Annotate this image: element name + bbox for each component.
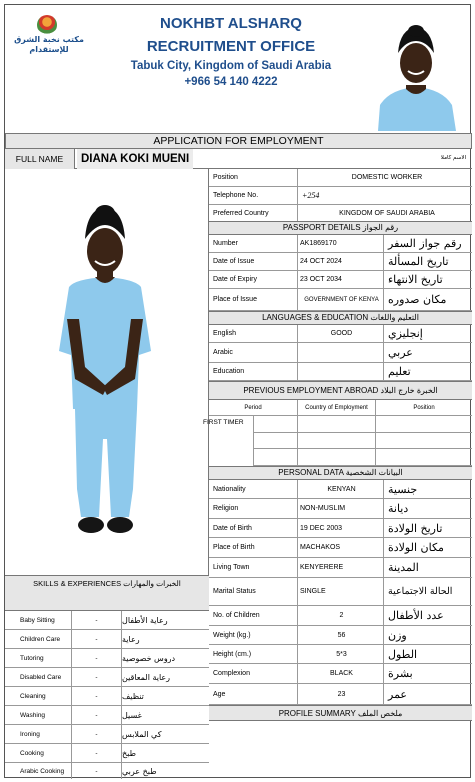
- full-name-row: [5, 149, 472, 169]
- telephone-value: +254: [297, 187, 472, 204]
- age-label-ar: عمر: [383, 684, 470, 704]
- complexion-label: Complexion: [213, 670, 250, 677]
- english-row: [209, 325, 472, 343]
- height-label-ar: الطول: [383, 645, 470, 663]
- education-label: Education: [213, 368, 245, 375]
- skill-label-ar: كي الملابس: [121, 725, 209, 743]
- skill-row: [5, 687, 209, 706]
- complexion-row: [209, 664, 472, 684]
- emp-cell: [297, 449, 375, 466]
- height-value: 5*3: [297, 645, 383, 663]
- skill-label-ar: طبخ عربي: [121, 763, 209, 779]
- skill-label: Disabled Care: [20, 673, 62, 681]
- emp-cell: [297, 433, 375, 449]
- issue-date-value: 24 OCT 2024: [297, 253, 383, 270]
- expiry-date-label: Date of Expiry: [213, 276, 257, 283]
- full-name-label: FULL NAME: [5, 149, 75, 169]
- issue-place-label-ar: مكان صدوره: [383, 289, 470, 310]
- skill-row: [5, 706, 209, 725]
- position-label: Position: [213, 174, 238, 181]
- arabic-value: [297, 343, 383, 362]
- weight-label-ar: وزن: [383, 626, 470, 644]
- expiry-date-label-ar: تاريخ الانتهاء: [383, 271, 470, 288]
- living-town-label-ar: المدينة: [383, 558, 470, 577]
- weight-value: 56: [297, 626, 383, 644]
- emp-cell: [297, 416, 375, 433]
- skill-label: Washing: [20, 711, 46, 719]
- living-town-label: Living Town: [213, 564, 250, 571]
- employment-heading: PREVIOUS EMPLOYMENT ABROAD الخبرة خارج البلاد: [209, 381, 472, 400]
- employment-table: [203, 400, 472, 466]
- children-label-ar: عدد الأطفال: [383, 606, 470, 625]
- nationality-row: [209, 480, 472, 499]
- arabic-label: Arabic: [213, 349, 233, 356]
- skill-label: Baby Sitting: [20, 616, 55, 624]
- logo-text-ar-2: للإستقدام: [29, 45, 69, 54]
- religion-label-ar: ديانة: [383, 499, 470, 518]
- pob-label-ar: مكان الولادة: [383, 538, 470, 557]
- skill-label: Ironing: [20, 730, 40, 738]
- religion-value: NON-MUSLIM: [297, 499, 383, 518]
- skill-label: Cooking: [20, 749, 44, 757]
- passport-heading: PASSPORT DETAILS رقم الجواز: [209, 221, 472, 235]
- english-value: GOOD: [297, 325, 383, 342]
- telephone-label: Telephone No.: [213, 192, 259, 199]
- skill-label-ar: تنظيف: [121, 687, 209, 705]
- education-row: [209, 363, 472, 381]
- skills-heading: SKILLS & EXPERIENCES الخبرات والمهارات: [5, 575, 209, 611]
- emp-cell: [253, 449, 297, 466]
- skill-value: -: [71, 668, 121, 686]
- passport-number-row: [209, 235, 472, 253]
- dob-value: 19 DEC 2003: [297, 519, 383, 537]
- height-row: [209, 645, 472, 664]
- skill-label: Tutoring: [20, 654, 44, 662]
- emp-cell: [375, 433, 472, 449]
- skill-value: -: [71, 744, 121, 762]
- expiry-date-row: [209, 271, 472, 289]
- age-value: 23: [297, 684, 383, 704]
- education-value: [297, 363, 383, 380]
- skill-value: -: [71, 649, 121, 667]
- weight-label: Weight (kg.): [213, 631, 251, 639]
- skill-row: [5, 649, 209, 668]
- personal-heading: PERSONAL DATA البيانات الشخصية: [209, 466, 472, 480]
- passport-number-label-ar: رقم جواز السفر: [383, 235, 470, 252]
- first-timer-text: FIRST TIMER: [203, 419, 244, 426]
- preferred-country-label: Preferred Country: [213, 210, 269, 217]
- skill-label: Arabic Cooking: [20, 767, 65, 775]
- passport-number-value: AK1869170: [297, 235, 383, 252]
- children-row: [209, 606, 472, 626]
- arabic-row: [209, 343, 472, 363]
- skill-row: [5, 611, 209, 630]
- children-value: 2: [297, 606, 383, 625]
- marital-value: SINGLE: [297, 578, 383, 605]
- skill-label-ar: رعاية المعاقين: [121, 668, 209, 686]
- pob-row: [209, 538, 472, 558]
- skill-label: Cleaning: [20, 692, 46, 700]
- complexion-value: BLACK: [297, 664, 383, 683]
- issue-date-label: Date of Issue: [213, 258, 255, 265]
- full-body-photo: [5, 169, 209, 575]
- living-town-row: [209, 558, 472, 578]
- education-label-ar: تعليم: [383, 363, 470, 380]
- emp-cell: [375, 416, 472, 433]
- skill-label-ar: رعاية الأطفال: [121, 611, 209, 629]
- company-logo: [11, 13, 85, 61]
- languages-heading: LANGUAGES & EDUCATION التعليم واللغات: [209, 311, 472, 325]
- expiry-date-value: 23 OCT 2034: [297, 271, 383, 288]
- height-label: Height (cm.): [213, 650, 252, 658]
- skill-label-ar: رعاية: [121, 630, 209, 648]
- skill-row: [5, 668, 209, 687]
- letterhead: [5, 5, 472, 133]
- age-label: Age: [213, 690, 226, 698]
- emp-cell: [375, 449, 472, 466]
- issue-place-row: [209, 289, 472, 311]
- living-town-value: KENYERERE: [297, 558, 383, 577]
- religion-row: [209, 499, 472, 519]
- skill-label-ar: دروس خصوصية: [121, 649, 209, 667]
- dob-label: Date of Birth: [213, 524, 252, 532]
- marital-label: Marital Status: [213, 588, 256, 595]
- position-row: [209, 169, 472, 187]
- application-title: APPLICATION FOR EMPLOYMENT: [5, 133, 472, 149]
- religion-label: Religion: [213, 505, 239, 512]
- company-location: Tabuk City, Kingdom of Saudi Arabia: [130, 60, 332, 72]
- skill-row: [5, 744, 209, 763]
- skill-value: -: [71, 611, 121, 629]
- dob-row: [209, 519, 472, 538]
- english-label-ar: إنجليزي: [383, 325, 470, 342]
- col-country: Country of Employment: [297, 400, 375, 416]
- nationality-value: KENYAN: [297, 480, 383, 498]
- logo-emblem-icon: [37, 15, 57, 35]
- emp-cell: [253, 416, 297, 433]
- skill-label-ar: غسيل: [121, 706, 209, 724]
- skill-value: -: [71, 763, 121, 779]
- marital-row: [209, 578, 472, 606]
- age-row: [209, 684, 472, 705]
- passport-number-label: Number: [213, 240, 238, 247]
- company-phone: +966 54 140 4222: [184, 76, 278, 88]
- col-period: Period: [209, 400, 297, 416]
- position-value: DOMESTIC WORKER: [297, 169, 472, 186]
- skill-value: -: [71, 687, 121, 705]
- pob-label: Place of Birth: [213, 544, 255, 551]
- issue-date-row: [209, 253, 472, 271]
- nationality-label: Nationality: [213, 485, 246, 493]
- skill-label: Children Care: [20, 635, 61, 643]
- english-label: English: [213, 330, 236, 337]
- telephone-row: [209, 187, 472, 205]
- marital-label-ar: الحالة الاجتماعية: [383, 578, 463, 605]
- col-position: Position: [375, 400, 472, 416]
- issue-date-label-ar: تاريخ المسألة: [383, 253, 470, 270]
- full-name-label-ar: الاسم كاملا: [440, 155, 466, 161]
- issue-place-value: GOVERNMENT OF KENYA: [297, 289, 383, 310]
- skill-row: [5, 725, 209, 744]
- skill-row: [5, 763, 209, 779]
- company-name: NOKHBT ALSHARQ: [160, 15, 302, 32]
- company-subtitle: RECRUITMENT OFFICE: [146, 38, 316, 55]
- complexion-label-ar: بشرة: [383, 664, 470, 683]
- nationality-label-ar: جنسية: [383, 480, 470, 498]
- headshot-photo: [370, 19, 462, 131]
- issue-place-label: Place of Issue: [213, 296, 257, 303]
- skill-value: -: [71, 725, 121, 743]
- skill-label-ar: طبخ: [121, 744, 209, 762]
- dob-label-ar: تاريخ الولادة: [383, 519, 470, 537]
- application-form: [4, 4, 471, 778]
- skill-value: -: [71, 630, 121, 648]
- children-label: No. of Children: [213, 612, 260, 619]
- emp-cell: [253, 433, 297, 449]
- full-name-value: DIANA KOKI MUENI: [77, 149, 193, 169]
- profile-summary-heading: PROFILE SUMMARY ملخص الملف: [209, 705, 472, 721]
- pob-value: MACHAKOS: [297, 538, 383, 557]
- preferred-country-value: KINGDOM OF SAUDI ARABIA: [297, 205, 472, 222]
- weight-row: [209, 626, 472, 645]
- skill-row: [5, 630, 209, 649]
- arabic-label-ar: عربي: [383, 343, 470, 362]
- logo-text-ar-1: مكتب نخبة الشرق: [14, 35, 84, 44]
- skill-value: -: [71, 706, 121, 724]
